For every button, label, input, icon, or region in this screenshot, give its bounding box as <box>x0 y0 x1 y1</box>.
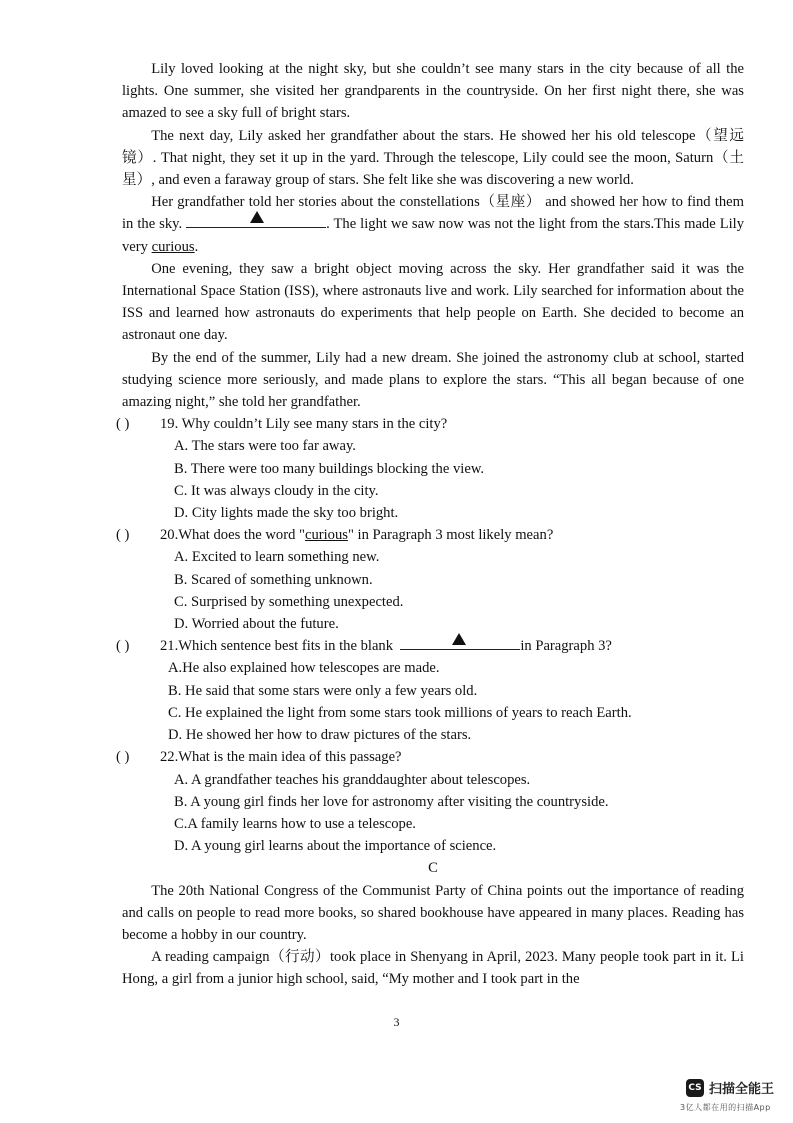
passage-b-paragraph-2: The next day, Lily asked her grandfather about the stars. He showed her his old telescope（望远镜）. That night, they set it up in the yard. Through the telescope, Lily could see the moon, Saturn（土星）, and even a faraway group of stars. She felt like she was discovering a new world. <box>122 127 744 189</box>
paragraph-3-end: . <box>194 238 199 255</box>
option-b: B. He said that some stars were only a few years old. <box>168 682 478 699</box>
curious-word: curious <box>151 238 195 255</box>
option-b: B. There were too many buildings blocking the view. <box>174 460 485 477</box>
question-blank <box>400 635 520 650</box>
passage-c-paragraph-2: A reading campaign（行动）took place in Shenyang in April, 2023. Many people took part in it. Li Hong, a girl from a junior high school, said, “My mother and I took part in the <box>122 949 744 988</box>
paragraph-3-before-blank: Her grandfather told her stories about the constellations（星座） and showed her how to find them in the sky. <box>122 194 744 233</box>
option-a: A. A grandfather teaches his granddaughter about telescopes. <box>174 771 531 788</box>
option-d: D. City lights made the sky too bright. <box>174 505 399 522</box>
option-d: D. A young girl learns about the importance of science. <box>174 838 497 855</box>
question-stem-after: " in Paragraph 3 most likely mean? <box>347 527 554 544</box>
question-stem-before: 20.What does the word " <box>160 527 305 544</box>
answer-paren: ( ) <box>116 638 130 655</box>
passage-b-paragraph-5: By the end of the summer, Lily had a new dream. She joined the astronomy club at school, started studying science more seriously, and made plans to explore the stars. “This all began because of one amazing night,” she told her grandfather. <box>122 349 744 411</box>
question-19 <box>116 413 744 524</box>
exam-page <box>116 58 745 991</box>
blank-triangle-icon <box>452 633 466 645</box>
passage-b-paragraph-1: Lily loved looking at the night sky, but she couldn’t see many stars in the city because of all the lights. One summer, she visited her grandparents in the countryside. On her first night there, she was amazed to see a sky full of bright stars. <box>122 61 744 122</box>
scanner-watermark <box>686 1078 774 1097</box>
answer-paren: ( ) <box>116 416 130 433</box>
option-c: C.A family learns how to use a telescope. <box>174 815 416 832</box>
blank-triangle-icon <box>250 211 264 223</box>
camscanner-logo-icon: CS <box>686 1079 704 1097</box>
question-stem-word: curious <box>304 527 348 544</box>
question-stem-after: in Paragraph 3? <box>520 638 612 655</box>
question-stem: 19. Why couldn’t Lily see many stars in the city? <box>160 416 448 433</box>
section-heading-c: C <box>428 860 438 877</box>
option-a: A. The stars were too far away. <box>174 438 356 455</box>
option-c: C. He explained the light from some stars took millions of years to reach Earth. <box>168 704 632 721</box>
passage-b-paragraph-3 <box>122 191 744 258</box>
passage-c-paragraph-1: The 20th National Congress of the Communist Party of China points out the importance of reading and calls on people to read more books, so shared bookhouse have appeared in many places. Reading has become a hobby in our country. <box>122 882 744 943</box>
question-22 <box>116 746 744 857</box>
option-b: B. A young girl finds her love for astronomy after visiting the countryside. <box>174 793 609 810</box>
watermark-tagline: 3亿人都在用的扫描App <box>680 1103 771 1112</box>
question-stem: 22.What is the main idea of this passage? <box>160 749 402 766</box>
option-a: A. Excited to learn something new. <box>174 549 380 566</box>
question-20 <box>116 524 744 635</box>
passage-b-paragraph-4: One evening, they saw a bright object moving across the sky. Her grandfather said it was the International Space Station (ISS), where astronauts live and work. Lily searched for information about the ISS and learned how astronauts do experiments that help people on Earth. She decided to become an astronaut one day. <box>122 260 744 344</box>
question-21 <box>116 635 744 746</box>
option-d: D. Worried about the future. <box>174 616 339 633</box>
option-a: A.He also explained how telescopes are made. <box>168 660 440 677</box>
question-stem-before: 21.Which sentence best fits in the blank <box>160 638 394 655</box>
option-b: B. Scared of something unknown. <box>174 571 373 588</box>
option-d: D. He showed her how to draw pictures of the stars. <box>168 727 472 744</box>
watermark-name: 扫描全能王 <box>709 1082 775 1097</box>
answer-paren: ( ) <box>116 749 130 766</box>
option-c: C. It was always cloudy in the city. <box>174 482 379 499</box>
option-c: C. Surprised by something unexpected. <box>174 593 404 610</box>
answer-paren: ( ) <box>116 527 130 544</box>
paragraph-3-after-blank: . The light we saw now was not the light from the stars.This made Lily very <box>122 216 745 255</box>
paragraph-3-blank <box>186 213 326 228</box>
page-number: 3 <box>393 1015 400 1029</box>
